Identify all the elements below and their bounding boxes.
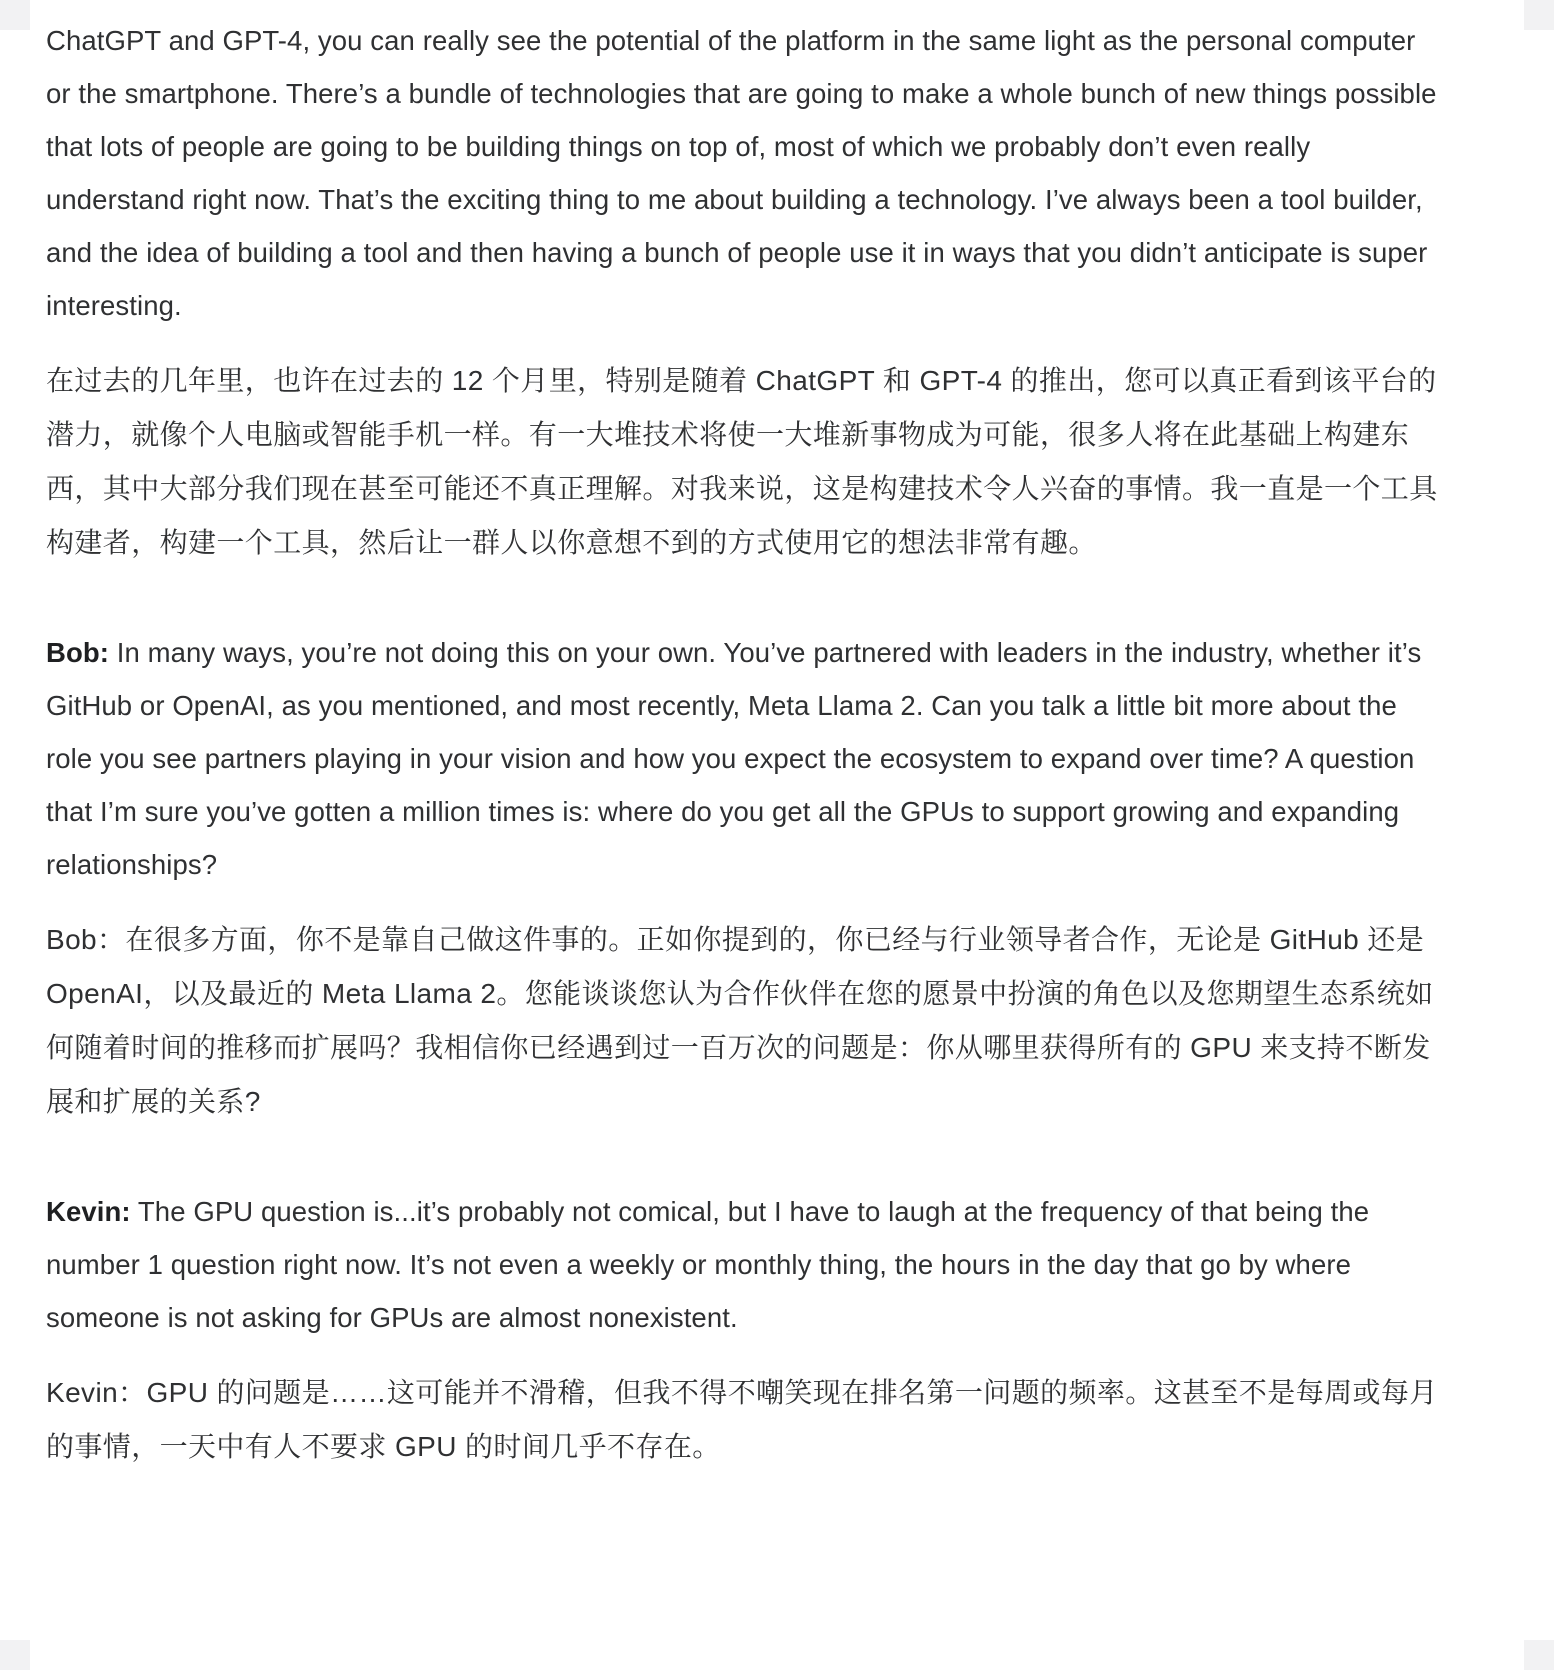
paragraph-text: Bob：在很多方面，你不是靠自己做这件事的。正如你提到的，你已经与行业领导者合作，无论是 GitHub 还是 OpenAI，以及最近的 Meta Llama 2。您能谈谈您认为合作伙伴在您的愿景中扮演的角色以及您期望生态系统如何随着时间的推移而扩展吗？我相信你已经遇到过一百万次的问题是：你从哪里获得所有的 GPU 来支持不断发展和扩展的关系?	[46, 924, 1434, 1117]
transcript-body	[46, 0, 1446, 1556]
page-corner-top-left	[0, 0, 30, 30]
paragraph-text: 在过去的几年里，也许在过去的 12 个月里，特别是随着 ChatGPT 和 GPT-4 的推出，您可以真正看到该平台的潜力，就像个人电脑或智能手机一样。有一大堆技术将使一大堆新事物成为可能，很多人将在此基础上构建东西，其中大部分我们现在甚至可能还不真正理解。对我来说，这是构建技术令人兴奋的事情。我一直是一个工具构建者，构建一个工具，然后让一群人以你意想不到的方式使用它的想法非常有趣。	[46, 365, 1438, 558]
paragraph-text: In many ways, you’re not doing this on your own. You’ve partnered with leaders in the industry, whether it’s GitHub or OpenAI, as you mentioned, and most recently, Meta Llama 2. Can you talk a little bit more about the role you see partners playing in your vision and how you expect the ecosystem to expand over time? A question that I’m sure you’ve gotten a million times is: where do you get all the GPUs to support growing and expanding relationships?	[46, 637, 1422, 880]
paragraph-english-kevin	[46, 1185, 1446, 1344]
paragraph-chinese-bob	[46, 913, 1446, 1129]
page-corner-bottom-right	[1524, 1640, 1554, 1670]
paragraph-english	[46, 14, 1446, 332]
paragraph-text: ChatGPT and GPT-4, you can really see the potential of the platform in the same light as the personal computer or the smartphone. There’s a bundle of technologies that are going to make a whole bunch of new things possible that lots of people are going to be building things on top of, most of which we probably don’t even really understand right now. That’s the exciting thing to me about building a technology. I’ve always been a tool builder, and the idea of building a tool and then having a bunch of people use it in ways that you didn’t anticipate is super interesting.	[46, 25, 1437, 321]
bottom-spacer	[46, 1496, 1446, 1556]
paragraph-text: Kevin：GPU 的问题是……这可能并不滑稽，但我不得不嘲笑现在排名第一问题的频率。这甚至不是每周或每月的事情，一天中有人不要求 GPU 的时间几乎不存在。	[46, 1377, 1438, 1462]
speaker-label-bob: Bob:	[46, 637, 110, 668]
page-corner-top-right	[1524, 0, 1554, 30]
paragraph-english-bob	[46, 626, 1446, 891]
page-corner-bottom-left	[0, 1640, 30, 1670]
paragraph-chinese-kevin	[46, 1366, 1446, 1474]
speaker-label-kevin: Kevin:	[46, 1196, 131, 1227]
paragraph-chinese	[46, 354, 1446, 570]
paragraph-text: The GPU question is...it’s probably not comical, but I have to laugh at the frequency of that being the number 1 question right now. It’s not even a weekly or monthly thing, the hours in the day that go by where someone is not asking for GPUs are almost nonexistent.	[46, 1196, 1370, 1333]
